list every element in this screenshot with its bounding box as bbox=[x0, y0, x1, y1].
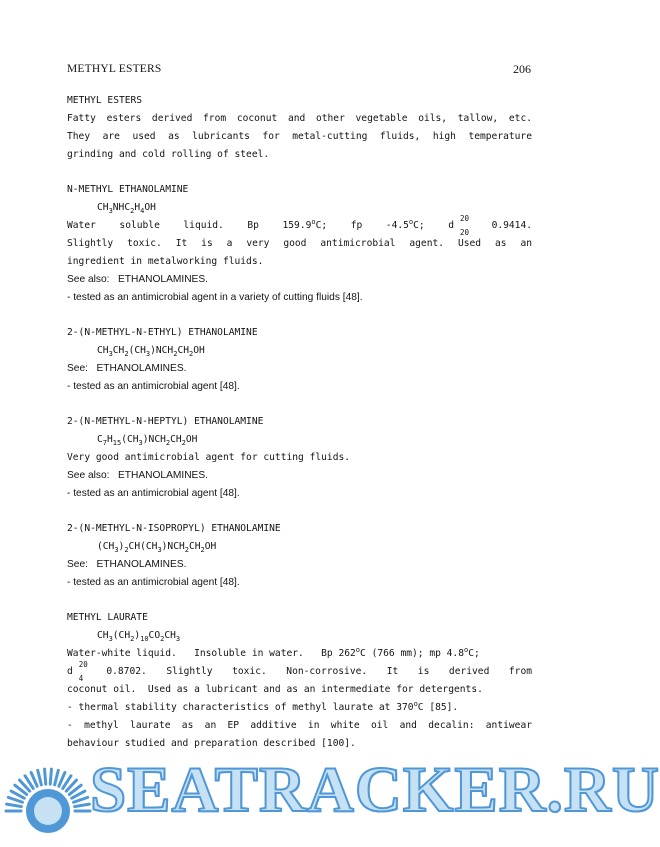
document-body bbox=[67, 92, 532, 753]
chemical-formula: $C_7H_{15}(CH_3)NCH_2CH_2OH$ bbox=[97, 434, 198, 447]
entry-methyl-heptyl-ethanolamine bbox=[67, 413, 532, 503]
see-reference: See: ETHANOLAMINES. bbox=[67, 559, 187, 570]
entry-methyl-ethyl-ethanolamine bbox=[67, 324, 532, 396]
reference-note: - tested as an antimicrobial agent [48]. bbox=[67, 488, 240, 499]
entry-methyl-laurate bbox=[67, 609, 532, 753]
entry-title: 2-(N-METHYL-N-ISOPROPYL) ETHANOLAMINE bbox=[67, 523, 281, 534]
chemical-formula: $(CH_3)_2CH(CH_3)NCH_2CH_2OH$ bbox=[97, 541, 217, 554]
entry-title: 2-(N-METHYL-N-ETHYL) ETHANOLAMINE bbox=[67, 327, 258, 338]
reference-note: - thermal stability characteristics of methyl laurate at 370$^o$C [85]. bbox=[67, 700, 459, 713]
entry-title: METHYL LAURATE bbox=[67, 612, 148, 623]
body-line: ingredient in metalworking fluids. bbox=[67, 256, 264, 267]
chemical-formula: $CH_3(CH_2)_{10}CO_2CH_3$ bbox=[97, 630, 181, 643]
body-line: Fatty esters derived from coconut and other vegetable oils, tallow, etc. bbox=[67, 113, 532, 124]
body-line: They are used as lubricants for metal-cutting fluids, high temperature bbox=[67, 131, 532, 142]
sun-logo-icon bbox=[0, 745, 90, 845]
properties-line: d 20 4 0.8702. Slightly toxic. Non-corrosive. It is derived from bbox=[67, 660, 532, 683]
sun-ray bbox=[45, 769, 46, 784]
chemical-formula: $CH_3CH_2(CH_3)NCH_2CH_2OH$ bbox=[97, 345, 205, 358]
sun-ray bbox=[75, 804, 90, 806]
reference-note: behaviour studied and preparation described [100]. bbox=[67, 738, 356, 749]
properties-line: Water soluble liquid. Bp 159.9$^o$C; fp -4.5$^o$C; d 20 20 0.9414. bbox=[67, 214, 532, 237]
running-head: METHYL ESTERS bbox=[67, 63, 162, 75]
properties-line: Water-white liquid. Insoluble in water. Bp 262$^o$C (766 mm); mp 4.8$^o$C; bbox=[67, 646, 480, 659]
entry-title: METHYL ESTERS bbox=[67, 95, 143, 106]
see-also: See also: ETHANOLAMINES. bbox=[67, 274, 208, 285]
entry-title: N-METHYL ETHANOLAMINE bbox=[67, 184, 189, 195]
sun-ray bbox=[8, 797, 22, 802]
body-line: grinding and cold rolling of steel. bbox=[67, 149, 270, 160]
entry-title: 2-(N-METHYL-N-HEPTYL) ETHANOLAMINE bbox=[67, 416, 264, 427]
entry-methyl-isopropyl-ethanolamine bbox=[67, 520, 532, 592]
page-number: 206 bbox=[513, 62, 531, 76]
sun-ray bbox=[55, 770, 59, 785]
sun-ray bbox=[7, 804, 22, 806]
see-reference: See: ETHANOLAMINES. bbox=[67, 363, 187, 374]
entry-n-methyl-ethanolamine bbox=[67, 181, 532, 307]
sun-ray bbox=[38, 770, 42, 785]
reference-note: - tested as an antimicrobial agent [48]. bbox=[67, 577, 240, 588]
reference-note: - tested as an antimicrobial agent in a variety of cutting fluids [48]. bbox=[67, 292, 363, 303]
body-line: coconut oil. Used as a lubricant and as an intermediate for detergents. bbox=[67, 684, 483, 695]
watermark bbox=[0, 745, 660, 847]
sun-ray bbox=[74, 797, 88, 802]
reference-note: - tested as an antimicrobial agent [48]. bbox=[67, 381, 240, 392]
chemical-formula: $CH_3NHC_2H_4OH$ bbox=[97, 202, 156, 215]
body-line: Very good antimicrobial agent for cutting fluids. bbox=[67, 452, 351, 463]
reference-note: - methyl laurate as an EP additive in white oil and decalin: antiwear bbox=[67, 720, 532, 731]
body-line: Slightly toxic. It is a very good antimicrobial agent. Used as an bbox=[67, 238, 532, 249]
sun-ray bbox=[50, 769, 51, 784]
entry-methyl-esters bbox=[67, 92, 532, 164]
see-also: See also: ETHANOLAMINES. bbox=[67, 470, 208, 481]
watermark-text: SEATRACKER.RU bbox=[90, 754, 660, 826]
